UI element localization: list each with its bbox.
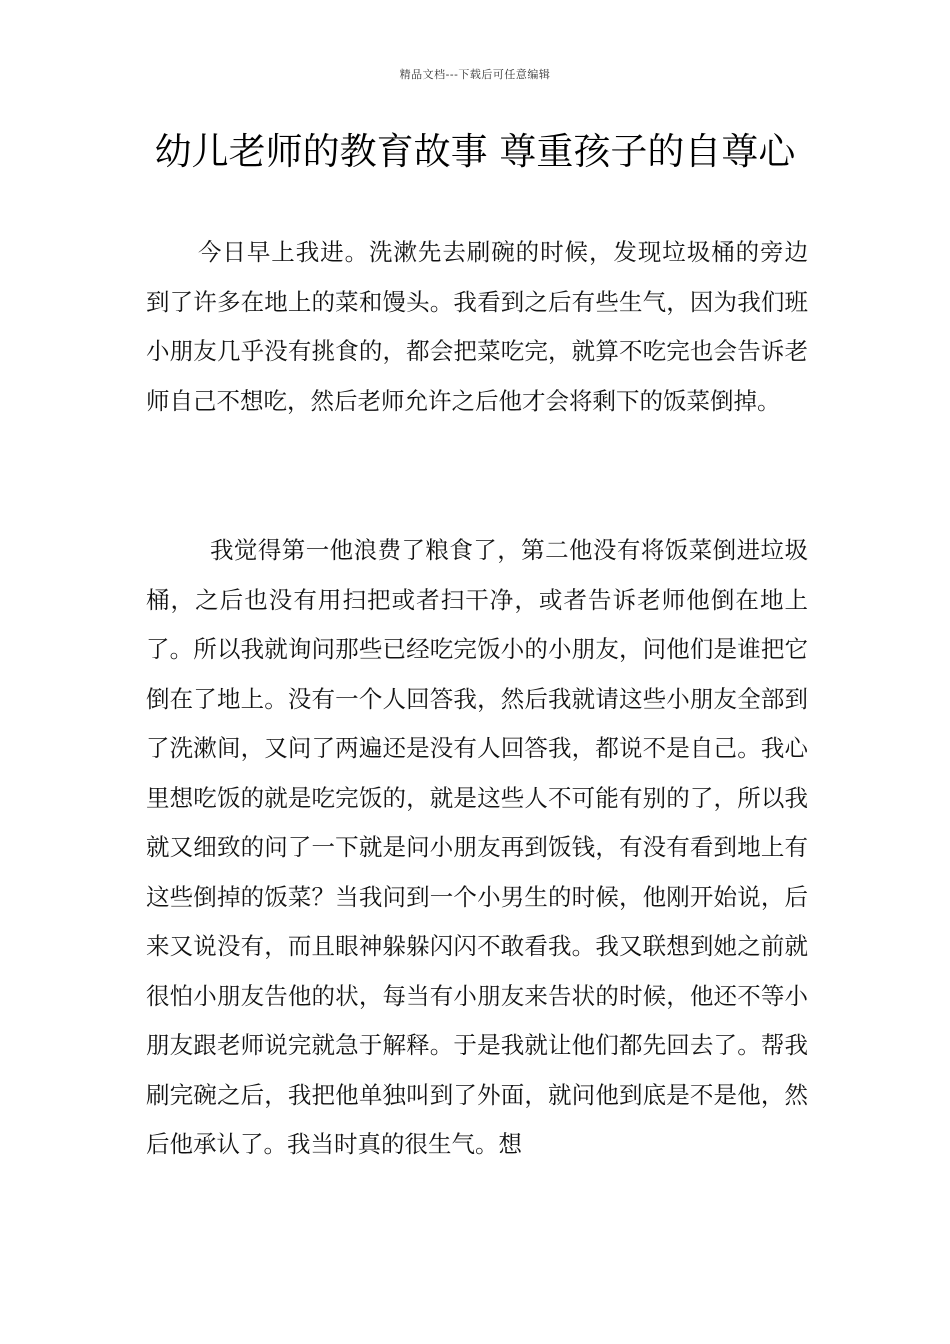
paragraph-1: 今日早上我进。洗漱先去刷碗的时候，发现垃圾桶的旁边到了许多在地上的菜和馒头。我看到之后有些生气，因为我们班小朋友几乎没有挑食的，都会把菜吃完，就算不吃完也会告诉老师自己不想吃，然后老师允许之后他才会将剩下的饭菜倒掉。 (146, 238, 808, 415)
document-title: 幼儿老师的教育故事 尊重孩子的自尊心 (154, 130, 796, 173)
header-note: 精品文档---下载后可任意编辑 (399, 68, 551, 81)
paragraph-2: 我觉得第一他浪费了粮食了，第二他没有将饭菜倒进垃圾桶，之后也没有用扫把或者扫干净，或者告诉老师他倒在地上了。所以我就询问那些已经吃完饭小的小朋友，问他们是谁把它倒在了地上。没有一个人回答我，然后我就请这些小朋友全部到了洗漱间，又问了两遍还是没有人回答我，都说不是自己。我心里想吃饭的就是吃完饭的，就是这些人不可能有别的了，所以我就又细致的问了一下就是问小朋友再到饭钱，有没有看到地上有这些倒掉的饭菜？当我问到一个小男生的时候，他刚开始说，后来又说没有，而且眼神躲躲闪闪不敢看我。我又联想到她之前就很怕小朋友告他的状，每当有小朋友来告状的时候，他还不等小朋友跟老师说完就急于解释。于是我就让他们都先回去了。帮我刷完碗之后，我把他单独叫到了外面，就问他到底是不是他，然后他承认了。我当时真的很生气。想 (146, 536, 808, 1158)
